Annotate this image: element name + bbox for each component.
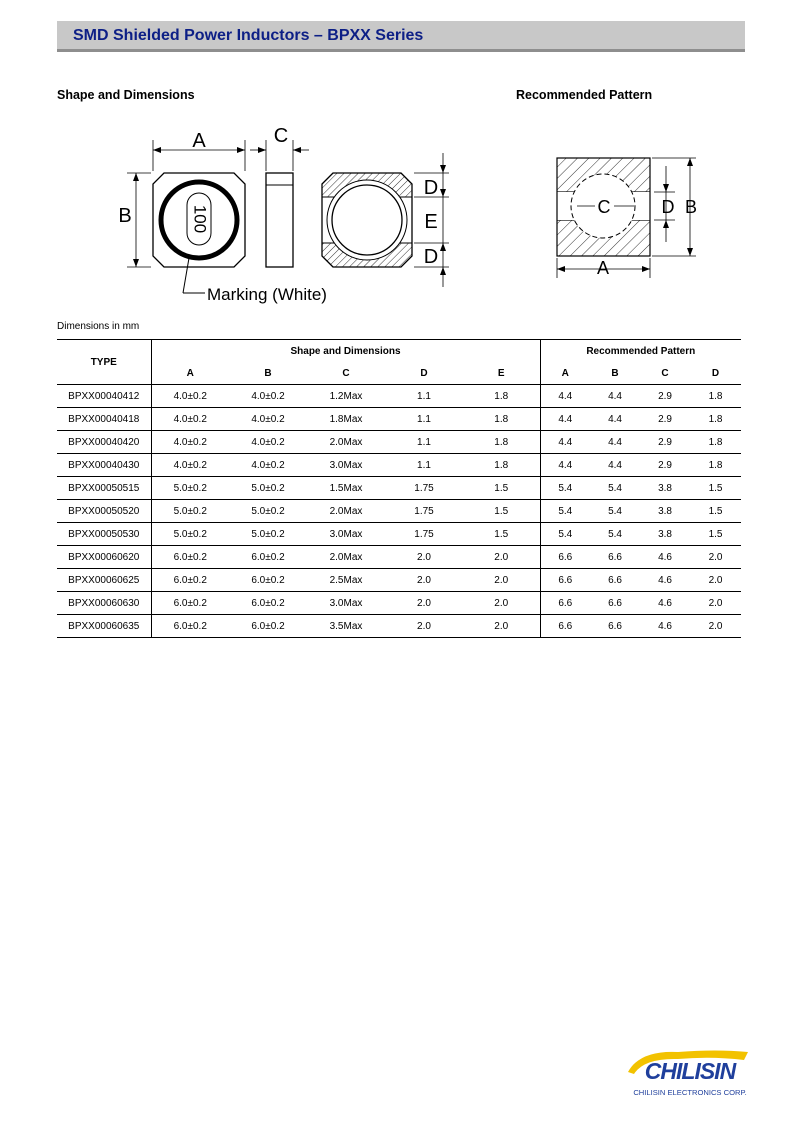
pattern-value-cell: 6.6: [590, 592, 640, 615]
pattern-label-c: C: [597, 197, 611, 217]
shape-value-cell: 1.1: [385, 454, 463, 477]
pattern-value-cell: 4.4: [540, 454, 590, 477]
col-header: B: [590, 362, 640, 385]
shape-value-cell: 4.0±0.2: [229, 431, 307, 454]
shape-value-cell: 2.0: [463, 569, 540, 592]
shape-value-cell: 1.8: [463, 385, 540, 408]
pattern-value-cell: 6.6: [590, 546, 640, 569]
col-header: A: [151, 362, 229, 385]
pattern-value-cell: 4.6: [640, 546, 690, 569]
pattern-label-d: D: [661, 197, 675, 217]
pattern-value-cell: 2.0: [690, 592, 741, 615]
type-cell: BPXX00040420: [57, 431, 151, 454]
pattern-value-cell: 3.8: [640, 477, 690, 500]
dimension-d-e: [414, 153, 449, 287]
shape-value-cell: 3.5Max: [307, 615, 385, 638]
shape-value-cell: 6.0±0.2: [151, 546, 229, 569]
shape-value-cell: 5.0±0.2: [229, 523, 307, 546]
dimension-c: [250, 125, 309, 171]
pattern-value-cell: 4.4: [540, 431, 590, 454]
shape-value-cell: 1.8: [463, 408, 540, 431]
shape-value-cell: 4.0±0.2: [151, 385, 229, 408]
pattern-value-cell: 1.5: [690, 500, 741, 523]
shape-value-cell: 6.0±0.2: [151, 615, 229, 638]
table-body: [57, 385, 741, 638]
type-cell: BPXX00060630: [57, 592, 151, 615]
shape-dimensions-diagram: [105, 115, 465, 315]
shape-value-cell: 2.0: [385, 615, 463, 638]
col-header: C: [640, 362, 690, 385]
pattern-value-cell: 5.4: [540, 523, 590, 546]
shape-value-cell: 6.0±0.2: [151, 569, 229, 592]
recommended-pattern-diagram: [540, 150, 710, 285]
pattern-value-cell: 4.4: [590, 431, 640, 454]
pattern-value-cell: 6.6: [590, 569, 640, 592]
shape-value-cell: 6.0±0.2: [229, 615, 307, 638]
table-row: [57, 500, 741, 523]
dim-label-b: B: [118, 205, 132, 227]
shape-value-cell: 4.0±0.2: [229, 408, 307, 431]
shape-value-cell: 4.0±0.2: [151, 431, 229, 454]
dimension-a: [153, 130, 245, 171]
pattern-value-cell: 2.9: [640, 431, 690, 454]
type-cell: BPXX00050530: [57, 523, 151, 546]
shape-value-cell: 5.0±0.2: [229, 500, 307, 523]
shape-value-cell: 4.0±0.2: [229, 385, 307, 408]
bottom-view: [322, 173, 412, 267]
dimensions-table: [57, 339, 741, 638]
pattern-value-cell: 3.8: [640, 523, 690, 546]
table-row: [57, 569, 741, 592]
pattern-label-b: B: [684, 197, 698, 217]
pattern-dimension-d: [654, 166, 675, 242]
shape-value-cell: 1.8Max: [307, 408, 385, 431]
shape-value-cell: 6.0±0.2: [229, 546, 307, 569]
pattern-value-cell: 5.4: [540, 500, 590, 523]
table-row: [57, 454, 741, 477]
shape-value-cell: 1.1: [385, 408, 463, 431]
pattern-value-cell: 2.9: [640, 454, 690, 477]
type-cell: BPXX00040418: [57, 408, 151, 431]
shape-value-cell: 6.0±0.2: [229, 592, 307, 615]
dim-label-e: E: [424, 211, 438, 233]
pattern-value-cell: 4.4: [590, 454, 640, 477]
type-cell: BPXX00060620: [57, 546, 151, 569]
col-header: A: [540, 362, 590, 385]
page-title: SMD Shielded Power Inductors – BPXX Series: [73, 27, 424, 44]
col-header: D: [385, 362, 463, 385]
type-cell: BPXX00060635: [57, 615, 151, 638]
pattern-section-title: Recommended Pattern: [516, 88, 653, 102]
pattern-value-cell: 6.6: [540, 592, 590, 615]
dim-label-c: C: [273, 125, 289, 147]
shape-value-cell: 6.0±0.2: [229, 569, 307, 592]
pattern-value-cell: 6.6: [540, 569, 590, 592]
shape-value-cell: 1.75: [385, 477, 463, 500]
shape-value-cell: 1.5Max: [307, 477, 385, 500]
header-title-bar: [57, 21, 745, 52]
shape-group-header: Shape and Dimensions: [151, 340, 540, 363]
shape-value-cell: 6.0±0.2: [151, 592, 229, 615]
shape-value-cell: 2.0Max: [307, 500, 385, 523]
col-header: B: [229, 362, 307, 385]
table-row: [57, 408, 741, 431]
shape-value-cell: 1.75: [385, 523, 463, 546]
shape-value-cell: 2.0: [463, 592, 540, 615]
table-row: [57, 523, 741, 546]
table-row: [57, 546, 741, 569]
shape-value-cell: 1.5: [463, 523, 540, 546]
shape-value-cell: 5.0±0.2: [151, 477, 229, 500]
shape-value-cell: 2.0: [385, 569, 463, 592]
pattern-value-cell: 4.4: [590, 385, 640, 408]
pattern-value-cell: 5.4: [540, 477, 590, 500]
shape-value-cell: 1.2Max: [307, 385, 385, 408]
company-logo: [620, 1046, 760, 1102]
pattern-value-cell: 1.5: [690, 477, 741, 500]
marking-label: Marking (White): [207, 285, 327, 304]
type-cell: BPXX00060625: [57, 569, 151, 592]
pattern-value-cell: 6.6: [590, 615, 640, 638]
pattern-label-a: A: [596, 258, 610, 278]
type-cell: BPXX00040430: [57, 454, 151, 477]
pattern-value-cell: 5.4: [590, 523, 640, 546]
shape-value-cell: 3.0Max: [307, 523, 385, 546]
pattern-value-cell: 6.6: [540, 546, 590, 569]
col-header: D: [690, 362, 741, 385]
shape-value-cell: 2.0Max: [307, 431, 385, 454]
type-cell: BPXX00040412: [57, 385, 151, 408]
col-header: C: [307, 362, 385, 385]
shape-value-cell: 2.0Max: [307, 546, 385, 569]
shape-value-cell: 4.0±0.2: [151, 408, 229, 431]
table-row: [57, 431, 741, 454]
shape-value-cell: 5.0±0.2: [151, 523, 229, 546]
shape-value-cell: 4.0±0.2: [151, 454, 229, 477]
type-cell: BPXX00050520: [57, 500, 151, 523]
shape-value-cell: 5.0±0.2: [151, 500, 229, 523]
shape-value-cell: 1.5: [463, 477, 540, 500]
col-header: E: [463, 362, 540, 385]
pattern-value-cell: 6.6: [540, 615, 590, 638]
pattern-value-cell: 4.4: [540, 385, 590, 408]
dim-label-d-top: D: [423, 177, 439, 199]
pattern-value-cell: 4.6: [640, 615, 690, 638]
logo-brand: CHILISIN: [644, 1058, 736, 1084]
shape-value-cell: 2.0: [463, 546, 540, 569]
shape-value-cell: 4.0±0.2: [229, 454, 307, 477]
shape-value-cell: 1.8: [463, 454, 540, 477]
marking-code: 100: [190, 204, 210, 234]
shape-section-title: Shape and Dimensions: [57, 88, 195, 102]
shape-value-cell: 1.8: [463, 431, 540, 454]
type-cell: BPXX00050515: [57, 477, 151, 500]
pattern-value-cell: 2.0: [690, 546, 741, 569]
top-view: [153, 173, 327, 304]
shape-value-cell: 2.0: [385, 592, 463, 615]
pattern-value-cell: 5.4: [590, 500, 640, 523]
table-row: [57, 477, 741, 500]
pattern-value-cell: 4.4: [590, 408, 640, 431]
type-header: TYPE: [57, 340, 151, 385]
pattern-value-cell: 3.8: [640, 500, 690, 523]
shape-value-cell: 1.1: [385, 385, 463, 408]
shape-value-cell: 2.5Max: [307, 569, 385, 592]
pattern-dimension-b: [652, 158, 697, 256]
shape-value-cell: 3.0Max: [307, 592, 385, 615]
pattern-value-cell: 2.0: [690, 569, 741, 592]
dimension-b: [118, 173, 151, 267]
pattern-value-cell: 4.6: [640, 592, 690, 615]
pattern-value-cell: 1.8: [690, 408, 741, 431]
shape-value-cell: 1.75: [385, 500, 463, 523]
pattern-value-cell: 1.8: [690, 431, 741, 454]
shape-value-cell: 1.1: [385, 431, 463, 454]
dimensions-caption: Dimensions in mm: [57, 321, 140, 332]
shape-value-cell: 2.0: [463, 615, 540, 638]
side-view: [266, 173, 293, 267]
pattern-value-cell: 4.4: [540, 408, 590, 431]
pattern-value-cell: 4.6: [640, 569, 690, 592]
logo-company-name: CHILISIN ELECTRONICS CORP.: [633, 1088, 747, 1097]
shape-value-cell: 3.0Max: [307, 454, 385, 477]
pattern-value-cell: 2.0: [690, 615, 741, 638]
pattern-dimension-a: [557, 258, 650, 278]
pattern-value-cell: 1.5: [690, 523, 741, 546]
table-row: [57, 592, 741, 615]
dim-label-a: A: [192, 130, 206, 152]
pattern-group-header: Recommended Pattern: [540, 340, 741, 363]
pattern-value-cell: 5.4: [590, 477, 640, 500]
pattern-value-cell: 1.8: [690, 454, 741, 477]
table-row: [57, 385, 741, 408]
pattern-value-cell: 2.9: [640, 385, 690, 408]
shape-value-cell: 5.0±0.2: [229, 477, 307, 500]
dim-label-d-bottom: D: [423, 246, 439, 268]
pattern-value-cell: 2.9: [640, 408, 690, 431]
table-row: [57, 615, 741, 638]
shape-value-cell: 1.5: [463, 500, 540, 523]
shape-value-cell: 2.0: [385, 546, 463, 569]
pattern-value-cell: 1.8: [690, 385, 741, 408]
